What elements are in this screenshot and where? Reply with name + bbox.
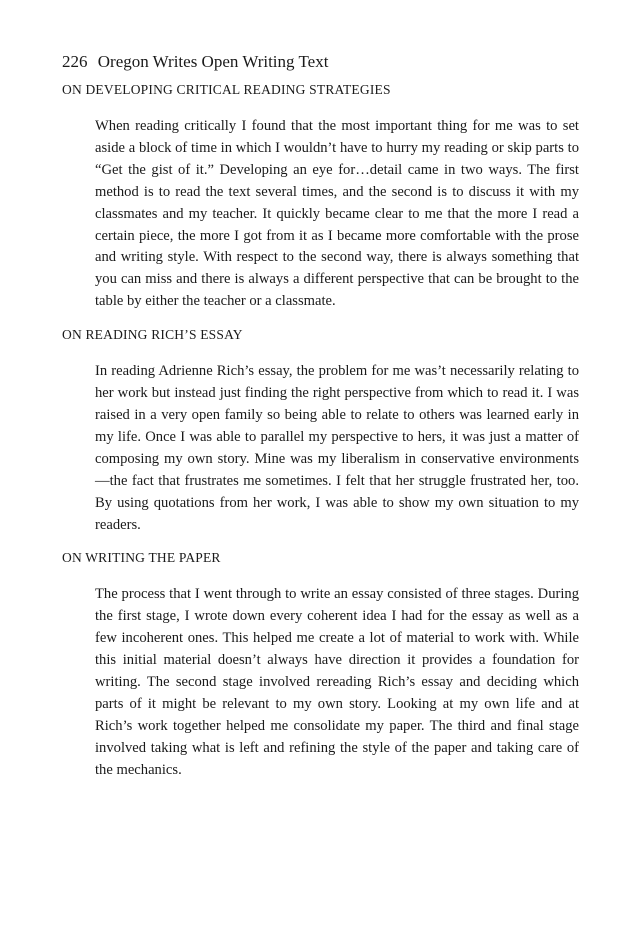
- book-title: Oregon Writes Open Writing Text: [97, 52, 329, 71]
- section-body-writing-paper: The process that I went through to write an essay consisted of three stages. During the first stage, I wrote down every coherent idea I had for the essay as well as a few incoherent ones. This helped me create a lot of material to work with. While this initial material doesn’t always have direction it provides a foundation for writing. The second stage involved rereading Rich’s essay and deciding which parts of it might be relevant to my own story. Looking at my own life and at Rich’s work together helped me consolidate my paper. The third and final stage involved taking what is left and refining the style of the paper and taking care of the mechanics.: [95, 586, 579, 778]
- section-body-critical-reading: When reading critically I found that the most important thing for me was to set aside a block of time in which I wouldn’t have to hurry my reading or skip parts to “Get the gist of it.” Developing an eye for…detail came in two ways. The first method is to read the text several times, and the second is to discuss it with my classmates and my teacher. It quickly became clear to me that the more I read a certain piece, the more I got from it as I became more comfortable with the prose and writing style. With respect to the second way, there is always something that you can miss and there is always a different perspective that can be brought to the table by either the teacher or a classmate.: [95, 118, 579, 310]
- section-heading-critical-reading: ON DEVELOPING CRITICAL READING STRATEGIES: [62, 82, 391, 97]
- page-number: 226: [62, 52, 88, 71]
- running-head: [62, 50, 546, 74]
- section-body-richs-essay: In reading Adrienne Rich’s essay, the problem for me was’t necessarily relating to her work but instead just finding the right perspective from which to read it. I was raised in a very open family so being able to relate to others was learned early in my life. Once I was able to parallel my perspective to hers, it was just a matter of composing my own story. Mine was my liberalism in conservative environments—the fact that frustrates me sometimes. I felt that her struggle frustrated her, too. By using quotations from her work, I was able to show my own situation to my readers.: [95, 363, 579, 533]
- section-heading-writing-paper: ON WRITING THE PAPER: [62, 550, 221, 566]
- section-heading-richs-essay: ON READING RICH’S ESSAY: [62, 327, 243, 343]
